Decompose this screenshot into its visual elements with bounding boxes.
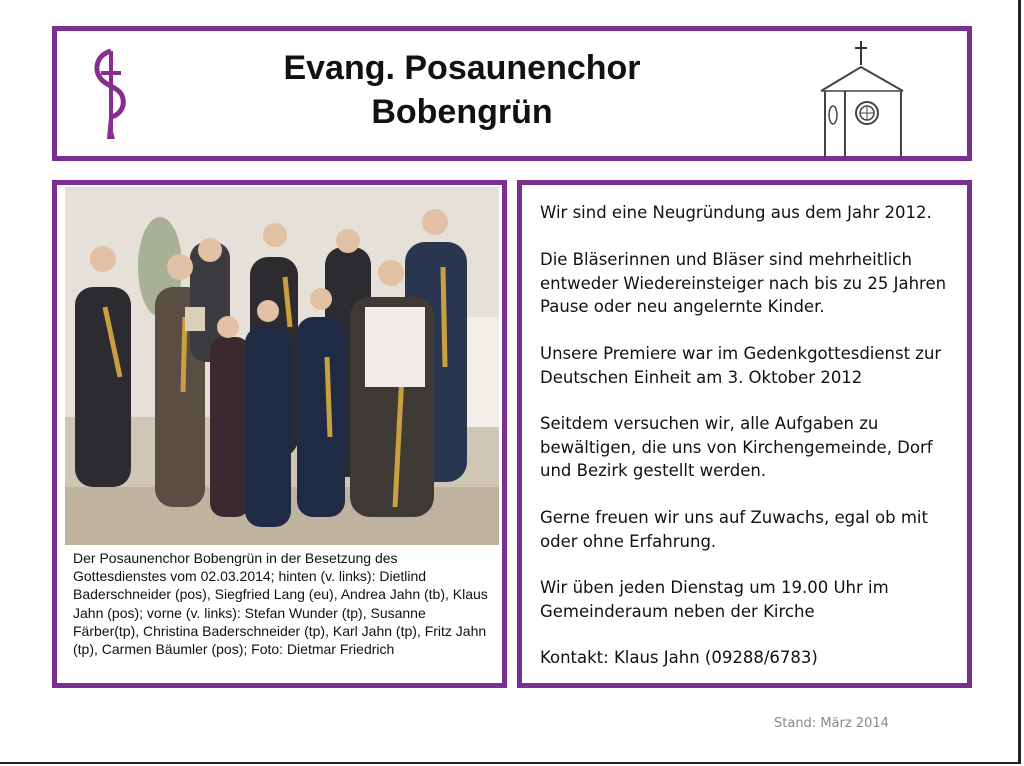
text-panel bbox=[517, 180, 972, 688]
paragraph-premiere: Unsere Premiere war im Gedenkgottesdienst zur Deutschen Einheit am 3. Oktober 2012 bbox=[540, 344, 942, 387]
paragraph-founding: Wir sind eine Neugründung aus dem Jahr 2012. bbox=[540, 203, 932, 222]
stand-date: Stand: März 2014 bbox=[774, 716, 889, 731]
church-building-icon bbox=[815, 39, 915, 157]
photo-panel bbox=[52, 180, 507, 688]
paragraph-tasks: Seitdem versuchen wir, alle Aufgaben zu bewältigen, die uns von Kirchengemeinde, Dorf und Bezirk gestellt werden. bbox=[540, 414, 933, 480]
group-photo bbox=[65, 187, 499, 545]
paragraph-members: Die Bläserinnen und Bläser sind mehrheitlich entweder Wiedereinsteiger nach bis zu 25 Jahren Pause oder neu angelernte Kinder. bbox=[540, 250, 947, 316]
paragraph-welcome: Gerne freuen wir uns auf Zuwachs, egal ob mit oder ohne Erfahrung. bbox=[540, 508, 928, 551]
paragraph-contact: Kontakt: Klaus Jahn (09288/6783) bbox=[540, 648, 818, 667]
page-title-line1: Evang. Posaunenchor bbox=[283, 49, 641, 87]
header-box bbox=[52, 26, 972, 161]
paragraph-rehearsal: Wir üben jeden Dienstag um 19.00 Uhr im Gemeinderaum neben der Kirche bbox=[540, 578, 889, 621]
page-title-line2: Bobengrün bbox=[371, 93, 553, 131]
photo-caption: Der Posaunenchor Bobengrün in der Besetzung des Gottesdienstes vom 02.03.2014; hinten (v. links): Dietlind Baderschneider (pos), Siegfried Lang (eu), Andrea Jahn (tb), Klaus Jahn (pos); vorne (v. links): Stefan Wunder (tp), Susanne Färber(tp), Christina Baderschneider (tp), Karl Jahn (tp), Fritz Jahn (tp), Carmen Bäumler (pos); Foto: Dietmar Friedrich bbox=[73, 550, 488, 658]
